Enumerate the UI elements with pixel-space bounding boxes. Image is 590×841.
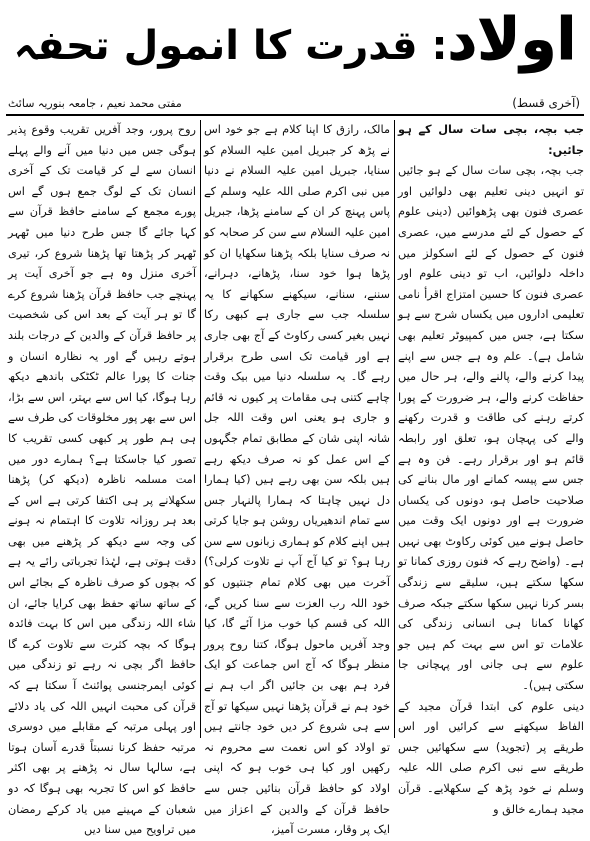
column-1-heading: جب بچہ، بچی سات سال کے ہو جائیں:	[398, 123, 584, 157]
column-divider	[394, 120, 395, 738]
headline-prefix: اولاد	[447, 5, 577, 73]
header-rule	[6, 114, 584, 116]
column-2	[204, 120, 390, 837]
headline-rest: : قدرت کا انمول تحفہ	[13, 23, 448, 69]
column-2-body: مالک، رازق کا اپنا کلام ہے جو خود اس نے پڑھ کر جبریل امین علیہ السلام کو سنایا، جبریل امین علیہ السلام نے دنیا میں نبی اکرم صلی اللہ علیہ وسلم کے پاس پہنچ کر ان کے سامنے پڑھا، جبریل امین علیہ السلام سے سن کر صحابہ کو نہ صرف سنایا بلکہ پڑھنا سکھایا ان کو پڑھا ہوا خود سنا، پڑھانے، دہرانے، سننے، سنانے، سیکھنے سکھانے کا یہ سلسلہ جب سے جاری ہے کبھی رکا نہیں بغیر کسی رکاوٹ کے آج بھی جاری ہے اور قیامت تک اسی طرح برقرار رہے گا۔ یہ سلسلہ دنیا میں بیک وقت چاہے کتنی ہی مقامات پر کیوں نہ قائم و جاری ہو یعنی اس وقت اللہ جل شانہ اپنی شان کے مطابق تمام جگہوں کے اس عمل کو نہ صرف دیکھ رہے ہیں بلکہ سن بھی رہے ہیں (کیا ہمارا دل نہیں چاہتا کہ ہمارا پالنہار جس سے تمام اندھیریاں روشن ہو جایا کرتی ہیں اپنے کلام کو ہماری زبانوں سے سن رہا ہو؟ تو کیا آج آپ نے تلاوت کرلی؟) آخرت میں بھی کلام تمام جنتیوں کو خود اللہ رب العزت سے سنا کریں گے، اللہ کی قسم کیا خوب مزا آئے گا، کیا وجد آفریں ماحول ہوگا، کتنا روح پرور منظر ہوگا کہ آج اس جماعت کو ایک فرد ہم بھی بن جائیں اگر اب ہم نے خود ہم نے قرآن پڑھنا نہیں سیکھا تو آج سے ہی شروع کر دیں خود جانتے ہیں تو اولاد کو اس نعمت سے محروم نہ رکھیں اور کیا ہی خوب ہو کہ اپنی اولاد کو حافظ قرآن بنائیں جس سے حافظ قرآن کے والدین کے اعزاز میں ایک پر وقار، مسرت آمیز،	[204, 123, 390, 837]
author-byline: مفتی محمد نعیم ، جامعہ بنوریہ سائٹ	[8, 96, 182, 110]
column-divider	[200, 120, 201, 738]
headline	[0, 0, 590, 78]
headline-text	[14, 5, 577, 73]
byline-row	[8, 92, 582, 114]
column-1	[398, 120, 584, 816]
column-3-body: روح پرور، وجد آفریں تقریب وقوع پذیر ہوگی جس میں دنیا میں آنے والے پہلے انسان سے لے کر قیامت تک کے آخری انسان تک کے لوگ جمع ہوں گے اس پورے مجمع کے سامنے حافظ قرآن سے کہا جائے گا جس طرح دنیا میں ٹھہر ٹھہر کر پڑھتا تھا پڑھنا شروع کر، تیری آخری منزل وہ ہے جو آخری آیت پر پہنچے جب حافظ قرآن پڑھنا شروع کرے گا تو ہر آیت کے بعد اس کی شخصیت پر حافظ قرآن کے والدین کے درجات بلند ہوتے رہیں گے اور یہ نظارہ انسان و جنات کا پورا عالم ٹکٹکی باندھے دیکھ رہا ہوگا، کیا اس سے بہتر، اس سے بڑا، اس سے بھر پور مخلوقات کی طرف سے ہی ہم طور پر کبھی کسی تقریب کا تصور کیا جاسکتا ہے؟ ہمارے دور میں امت مسلمہ ناظرہ (دیکھ کر) پڑھنا سکھلانے پر ہی اکتفا کرتی ہے اس کے بعد ہر روزانہ تلاوت کا اہتمام نہ ہونے کی وجہ سے دیکھ کر پڑھنے میں بھی دقت ہوتی ہے، لہٰذا تجرباتی رائے یہ ہے کہ بچوں کو صرف ناظرہ کے بجائے اس کے ساتھ ساتھ حفظ بھی کرایا جائے، ان شاء اللہ زندگی میں اس کا بہت فائدہ ہوگا کہ بچہ کثرت سے تلاوت کرے گا حافظ اگر بچی نہ رہے تو زندگی میں کوئی ایمرجنسی پوائنٹ آ سکتا ہے کہ قرآن کی محبت انہیں اللہ کی یاد دلائے اور پہلی مرتبہ کے مقابلے میں دوسری مرتبہ حفظ کرنا نسبتاً قدرے آسان ہوتا ہے، سالہا سال نہ پڑھنے پر بھی اکثر حافظ کو اس کا تجربہ بھی ہوگا کہ دو شعبان کے مہینے میں یاد کرکے رمضان میں تراویح میں سنا دیں	[8, 123, 196, 837]
episode-label: (آخری قسط)	[512, 96, 580, 110]
column-1-body: جب بچہ، بچی سات سال کے ہو جائیں تو انہیں دینی تعلیم بھی دلوائیں اور عصری فنون بھی پڑھوائیں (دینی علوم کے حصول کے لئے مدرسے میں، عصری فنون کے حصول کے لئے اسکولز میں داخلہ دلوائیں، اب تو دینی علوم اور عصری فنون کا حسین امتزاج اقرأ نامی تعلیمی اداروں میں یکساں شرح سے ہو سکتا ہے، جس میں کمپیوٹر تعلیم بھی شامل ہے)۔ علم وہ ہے جس سے اپنے پیدا کرنے والے، پالنے والے، ہر حال میں حفاظت کرنے والے، ہر ضرورت کے پورا کرتے رہنے کی طاقت و قدرت رکھنے والے کی پہچان ہو، تعلق اور رابطہ قائم ہو اور برقرار رہے۔ فن وہ ہے جس سے پیسہ کمانے اور مال بنانے کی صلاحیت حاصل ہو، دونوں کی یکساں ضرورت ہے اور دونوں ایک وقت میں حاصل ہونے میں کوئی رکاوٹ بھی نہیں ہے۔ (واضح رہے کہ فنون روزی کمانا تو سکھا سکتے ہیں، سلیقے سے زندگی بسر کرنا نہیں سکھا سکتے جبکہ صرف کھانا کمانا ہی انسانی زندگی کی علامات تو اس سے بہت کم ہیں جو علوم سے ہی جانی اور پہچانی جا سکتی ہیں)۔	[398, 164, 584, 693]
column-1-body-2: دینی علوم کی ابتدا قرآن مجید کے الفاظ سیکھنے سے کرائیں اور اس طریقے پر (تجوید) سے سکھائیں جس طریقے سے نبی اکرم صلی اللہ علیہ وسلم نے خود پڑھ کے سکھلایے۔ قرآن مجید ہمارے خالق و	[398, 699, 584, 816]
column-3	[8, 120, 196, 837]
